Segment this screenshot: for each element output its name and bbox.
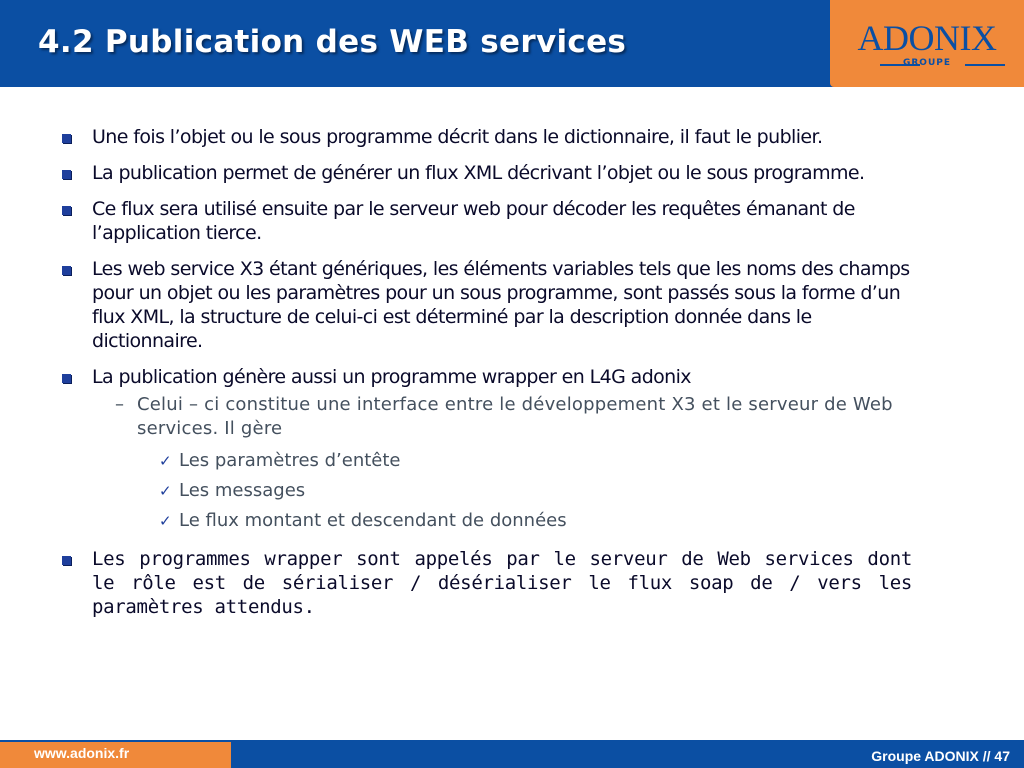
checkmark-icon: ✓ — [159, 482, 172, 500]
logo-name: ADONIX — [857, 18, 997, 58]
bullet-item — [62, 257, 912, 353]
bullet-item — [62, 197, 912, 245]
bullet-text: Une fois l’objet ou le sous programme décrit dans le dictionnaire, il faut le publier. — [92, 126, 823, 148]
sub-bullet-item — [115, 393, 912, 441]
sub-bullet-text: Celui – ci constitue une interface entre le développement X3 et le serveur de Web services. Il gère — [137, 394, 893, 439]
adonix-logo — [830, 0, 1024, 87]
bullet-item — [62, 161, 912, 185]
slide-title: 4.2 Publication des WEB services — [38, 24, 627, 60]
check-item — [159, 479, 912, 503]
square-bullet-icon — [62, 206, 71, 215]
check-text: Le flux montant et descendant de données — [179, 510, 567, 531]
check-text: Les messages — [179, 480, 306, 501]
bullet-item — [62, 125, 912, 149]
footer-page-number: Groupe ADONIX // 47 — [871, 748, 1010, 764]
check-item — [159, 509, 912, 533]
bullet-text: La publication génère aussi un programme wrapper en L4G adonix — [92, 366, 691, 388]
square-bullet-icon — [62, 556, 71, 565]
bullet-text: Les programmes wrapper sont appelés par le serveur de Web services dont le rôle est de sérialiser / désérialiser le flux soap de / vers les paramètres attendus. — [92, 548, 912, 618]
bullet-text: La publication permet de générer un flux XML décrivant l’objet ou le sous programme. — [92, 162, 865, 184]
bullet-text: Les web service X3 étant génériques, les éléments variables tels que les noms des champs pour un objet ou les paramètres pour un sous programme, sont passés sous la forme d’un flux XML, la structure de celui-ci est déterminé par la description donnée dans le dictionnaire. — [92, 258, 910, 352]
checkmark-icon: ✓ — [159, 512, 172, 530]
square-bullet-icon — [62, 170, 71, 179]
bullet-item — [62, 365, 912, 389]
check-item — [159, 449, 912, 473]
footer-website: www.adonix.fr — [34, 745, 130, 761]
slide-body — [62, 125, 912, 631]
checkmark-icon: ✓ — [159, 452, 172, 470]
logo-sub: GROUPE — [902, 58, 952, 68]
check-text: Les paramètres d’entête — [179, 450, 401, 471]
square-bullet-icon — [62, 134, 71, 143]
logo-line-right — [965, 64, 1005, 66]
bullet-item — [62, 547, 912, 619]
bullet-text: Ce flux sera utilisé ensuite par le serveur web pour décoder les requêtes émanant de l’application tierce. — [92, 198, 855, 244]
square-bullet-icon — [62, 266, 71, 275]
square-bullet-icon — [62, 374, 71, 383]
dash-bullet-icon: – — [115, 394, 125, 415]
